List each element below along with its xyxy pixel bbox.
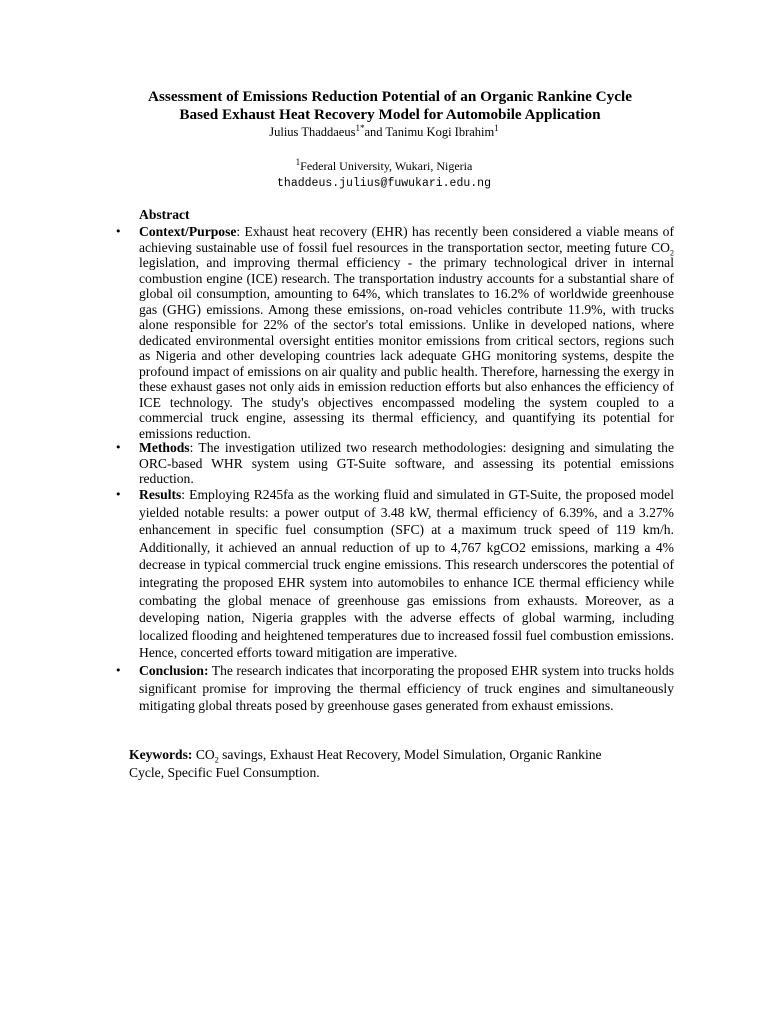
title-line-2: Based Exhaust Heat Recovery Model for Automobile Application bbox=[179, 106, 601, 123]
keywords-text-part-2: savings, Exhaust Heat Recovery, Model Simulation, Organic Rankine Cycle, Specific Fuel Consumption. bbox=[129, 747, 602, 780]
author-2-superscript: 1 bbox=[494, 122, 499, 133]
context-text-part-2: legislation, and improving thermal efficiency - the primary technological driver in internal combustion engine (ICE) research. The transportation industry accounts for a substantial share of global oil consumption, amounting to 64%, which translates to 16.2% of worldwide greenhouse gas (GHG) emissions. Among these emissions, on-road vehicles contribute 11.9%, with trucks alone responsible for 22% of the sector's total emissions. Unlike in developed nations, where dedicated environmental oversight entities monitor emissions from critical sectors, regions such as Nigeria and other developing countries lack adequate GHG monitoring systems, despite the profound impact of emissions on air quality and public health. Therefore, harnessing the exergy in these exhaust gases not only aids in emission reduction efforts but also enhances the efficiency of ICE technology. The study's objectives encompassed modeling the system coupled to a commercial truck engine, assessing its thermal efficiency, and quantifying its potential for emissions reduction. bbox=[139, 255, 674, 441]
author-1-superscript: 1* bbox=[355, 122, 365, 133]
bullet-icon: • bbox=[115, 225, 122, 238]
abstract-conclusion-section bbox=[115, 662, 674, 715]
author-email: thaddeus.julius@fuwukari.edu.ng bbox=[277, 177, 491, 190]
author-list bbox=[0, 124, 768, 140]
co2-subscript: 2 bbox=[670, 248, 674, 258]
abstract-context-section bbox=[115, 224, 674, 441]
context-label: Context/Purpose bbox=[139, 224, 237, 239]
affiliation bbox=[0, 158, 768, 174]
results-text: Employing R245fa as the working fluid and simulated in GT-Suite, the proposed model yielded notable results: a power output of 3.48 kW, thermal efficiency of 6.39%, and a 3.27% enhancement in specific fuel consumption (SFC) at a maximum truck speed of 119 km/h. Additionally, it achieved an annual reduction of up to 4,767 kgCO2 emissions, marking a 4% decrease in typical commercial truck engine emissions. This research underscores the potential of integrating the proposed EHR system into automobiles to enhance ICE thermal efficiency while combating the global menace of greenhouse gas emissions from exhausts. Moreover, as a developing nation, Nigeria grapples with the adverse effects of global warming, including localized flooding and heightened temperatures due to increased fossil fuel combustion emissions. Hence, concerted efforts toward mitigation are imperative. bbox=[139, 487, 674, 661]
results-label: Results bbox=[139, 487, 182, 502]
conclusion-label: Conclusion: bbox=[139, 663, 209, 678]
abstract-results-section bbox=[115, 486, 674, 662]
keywords-co2-subscript: 2 bbox=[214, 755, 219, 765]
title-line-1: Assessment of Emissions Reduction Potential of an Organic Rankine Cycle bbox=[148, 88, 632, 105]
methods-label: Methods bbox=[139, 440, 190, 455]
abstract-heading: Abstract bbox=[139, 207, 190, 222]
affiliation-superscript: 1 bbox=[295, 157, 301, 167]
author-1-name: Julius Thaddaeus bbox=[269, 125, 356, 139]
keywords-label: Keywords: bbox=[129, 747, 193, 762]
author-connector: and Tanimu Kogi Ibrahim bbox=[364, 125, 495, 139]
conclusion-text: The research indicates that incorporating the proposed EHR system into trucks holds significant promise for improving the thermal efficiency of truck engines and simultaneously mitigating global threats posed by greenhouse gases generated from exhaust emissions. bbox=[139, 663, 674, 714]
context-separator: : bbox=[236, 224, 241, 239]
bullet-icon: • bbox=[115, 441, 122, 454]
paper-title bbox=[100, 88, 680, 124]
keywords bbox=[129, 746, 629, 781]
methods-separator: : bbox=[189, 440, 194, 455]
methods-text: The investigation utilized two research methodologies: designing and simulating the ORC-based WHR system using GT-Suite software, and assessing its potential emissions reduction. bbox=[139, 440, 674, 486]
abstract-methods-section bbox=[115, 440, 674, 487]
keywords-text-part-1: CO bbox=[192, 747, 215, 762]
context-text-part-1: Exhaust heat recovery (EHR) has recently been considered a viable means of achieving sustainable use of fossil fuel resources in the transportation sector, meeting future CO bbox=[139, 224, 674, 255]
bullet-icon: • bbox=[115, 488, 122, 501]
affiliation-text: Federal University, Wukari, Nigeria bbox=[300, 159, 473, 173]
bullet-icon: • bbox=[115, 664, 122, 677]
results-separator: : bbox=[181, 487, 186, 502]
